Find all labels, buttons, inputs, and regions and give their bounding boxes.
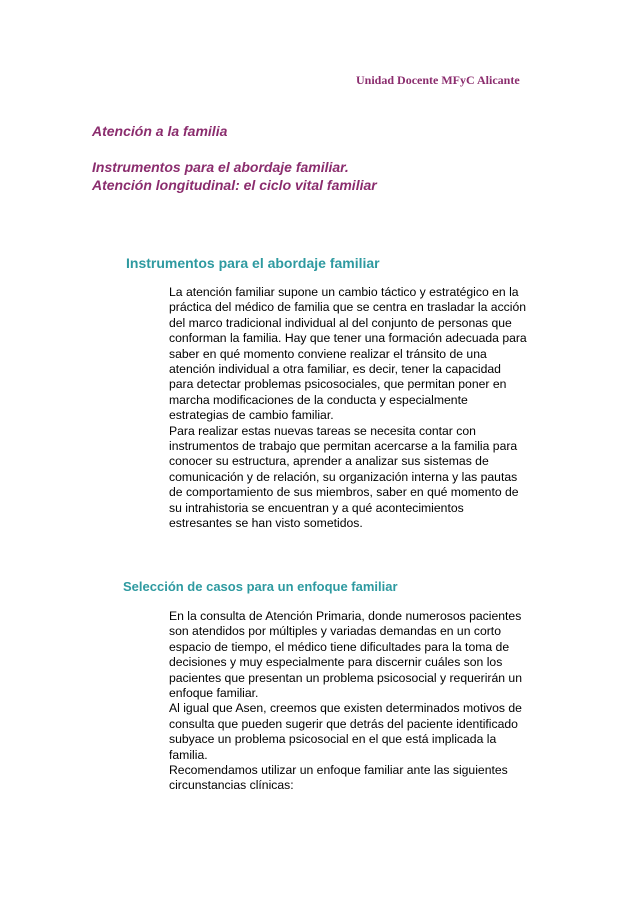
section-body-instrumentos xyxy=(169,285,559,532)
text-line: Recomendamos utilizar un enfoque familiar ante las siguientes xyxy=(169,763,508,778)
text-line: conocer su estructura, aprender a analizar sus sistemas de xyxy=(169,454,489,469)
text-line: La atención familiar supone un cambio táctico y estratégico en la xyxy=(169,285,519,299)
text-line: decisiones y muy especialmente para discernir cuáles son los xyxy=(169,655,503,670)
text-line: su intrahistoria se encuentran y a qué acontecimientos xyxy=(169,500,464,515)
document-title: Atención a la familia xyxy=(92,123,228,139)
text-line: estrategias de cambio familiar. xyxy=(169,408,334,423)
text-line: comunicación y de relación, su organización interna y las pautas xyxy=(169,469,518,484)
text-line: Al igual que Asen, creemos que existen determinados motivos de xyxy=(169,701,522,716)
text-line: familia. xyxy=(169,747,208,762)
section-body-seleccion xyxy=(169,609,559,794)
section-heading-seleccion: Selección de casos para un enfoque familiar xyxy=(123,579,398,594)
text-line: Para realizar estas nuevas tareas se necesita contar con xyxy=(169,423,476,438)
unit-header: Unidad Docente MFyC Alicante xyxy=(356,73,520,87)
text-line: son atendidos por múltiples y variadas demandas en un corto xyxy=(169,624,501,639)
document-subtitle-2: Atención longitudinal: el ciclo vital familiar xyxy=(92,177,377,193)
text-line: En la consulta de Atención Primaria, donde numerosos pacientes xyxy=(169,609,522,623)
text-line: marcha modificaciones de la conducta y especialmente xyxy=(169,392,468,407)
document-subtitle-1: Instrumentos para el abordaje familiar. xyxy=(92,159,349,175)
text-line: espacio de tiempo, el médico tiene dificultades para la toma de xyxy=(169,639,510,654)
section-heading-instrumentos: Instrumentos para el abordaje familiar xyxy=(126,255,380,271)
text-line: conforman la familia. Hay que tener una formación adecuada para xyxy=(169,331,527,346)
text-line: atención individual a otra familiar, es decir, tener la capacidad xyxy=(169,362,501,377)
text-line: estresantes se han visto sometidos. xyxy=(169,516,363,531)
text-line: enfoque familiar. xyxy=(169,686,259,701)
text-line: de comportamiento de sus miembros, saber en qué momento de xyxy=(169,485,519,500)
text-line: circunstancias clínicas: xyxy=(169,778,294,793)
text-line: práctica del médico de familia que se centra en trasladar la acción xyxy=(169,300,527,315)
text-line: del marco tradicional individual al del conjunto de personas que xyxy=(169,315,512,330)
text-line: pacientes que presentan un problema psicosocial y requerirán un xyxy=(169,670,522,685)
text-line: instrumentos de trabajo que permitan acercarse a la familia para xyxy=(169,439,518,454)
text-line: consulta que pueden sugerir que detrás del paciente identificado xyxy=(169,716,518,731)
text-line: saber en qué momento conviene realizar el tránsito de una xyxy=(169,346,487,361)
text-line: subyace un problema psicosocial en el que está implicada la xyxy=(169,732,497,747)
text-line: para detectar problemas psicosociales, que permitan poner en xyxy=(169,377,507,392)
